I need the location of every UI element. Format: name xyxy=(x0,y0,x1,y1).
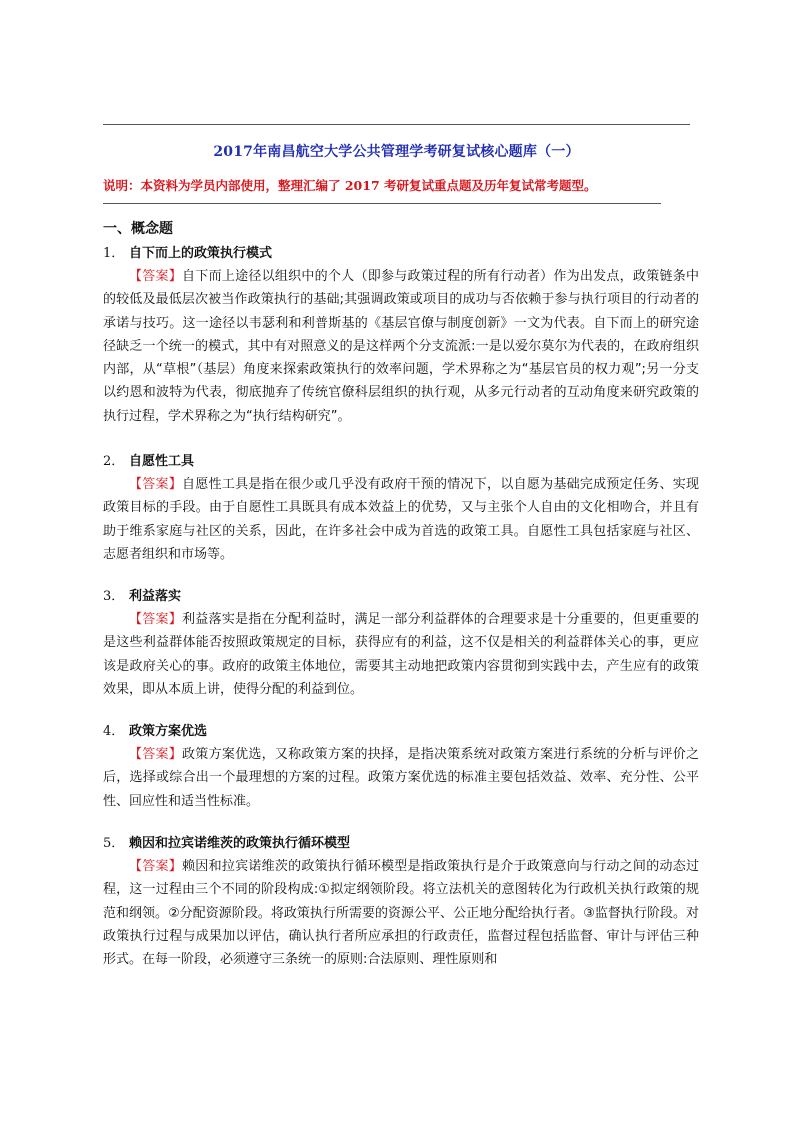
note-divider xyxy=(103,203,661,204)
concept-answer xyxy=(103,855,699,971)
answer-text: 政策方案优选，又称政策方案的抉择，是指决策系统对政策方案进行系统的分析与评价之后，选择或综合出一个最理想的方案的过程。政策方案优选的标准主要包括效益、效率、充分性、公平性、回应性和适当性标准。 xyxy=(103,747,699,809)
concept-item-1 xyxy=(103,242,699,428)
concept-term: 赖因和拉宾诺维茨的政策执行循环模型 xyxy=(129,836,351,851)
concept-number: 1． xyxy=(103,246,125,261)
answer-tag: 【答案】 xyxy=(129,269,183,284)
document-title: 2017年南昌航空大学公共管理学考研复试核心题库（一） xyxy=(213,144,580,160)
section-heading: 一、概念题 xyxy=(103,221,173,237)
usage-note: 说明：本资料为学员内部使用，整理汇编了 2017 考研复试重点题及历年复试常考题型。 xyxy=(103,178,597,193)
concept-number: 4． xyxy=(103,724,125,739)
concept-number: 3． xyxy=(103,589,125,604)
concept-item-3 xyxy=(103,585,699,701)
concept-item-4 xyxy=(103,720,699,813)
concept-term: 自下而上的政策执行模式 xyxy=(129,246,273,261)
concept-answer xyxy=(103,473,699,566)
concept-number: 2． xyxy=(103,454,125,469)
answer-tag: 【答案】 xyxy=(129,477,183,492)
concept-heading xyxy=(103,242,699,262)
concept-term: 政策方案优选 xyxy=(129,724,208,739)
concept-heading xyxy=(103,832,699,852)
top-divider xyxy=(103,124,690,125)
concept-answer xyxy=(103,608,699,701)
answer-text: 赖因和拉宾诺维茨的政策执行循环模型是指政策执行是介于政策意向与行动之间的动态过程，这一过程由三个不同的阶段构成:①拟定纲领阶段。将立法机关的意图转化为行政机关执行政策的规范和纲领。②分配资源阶段。将政策执行所需要的资源公平、公正地分配给执行者。③监督执行阶段。对政策执行过程与成果加以评估，确认执行者所应承担的行政责任，监督过程包括监督、审计与评估三种形式。在每一阶段，必须遵守三条统一的原则:合法原则、理性原则和 xyxy=(103,859,699,968)
answer-tag: 【答案】 xyxy=(129,612,183,627)
concept-item-2 xyxy=(103,450,699,566)
answer-text: 利益落实是指在分配利益时，满足一部分利益群体的合理要求是十分重要的，但更重要的是这些利益群体能否按照政策规定的目标，获得应有的利益，这不仅是相关的利益群体关心的事，更应该是政府关心的事。政府的政策主体地位，需要其主动地把政策内容贯彻到实践中去，产生应有的政策效果，即从本质上讲，使得分配的利益到位。 xyxy=(103,612,699,697)
concept-term: 利益落实 xyxy=(129,589,182,604)
concept-item-5 xyxy=(103,832,699,971)
answer-tag: 【答案】 xyxy=(129,747,183,762)
concept-heading xyxy=(103,585,699,605)
concept-term: 自愿性工具 xyxy=(129,454,195,469)
concept-number: 5． xyxy=(103,836,125,851)
concept-heading xyxy=(103,720,699,740)
answer-text: 自下而上途径以组织中的个人（即参与政策过程的所有行动者）作为出发点，政策链条中的较低及最低层次被当作政策执行的基础;其强调政策或项目的成功与否依赖于参与执行项目的行动者的承诺与技巧。这一途径以韦瑟利和利普斯基的《基层官僚与制度创新》一文为代表。自下而上的研究途径缺乏一个统一的模式，其中有对照意义的是这样两个分支流派:一是以爱尔莫尔为代表的，在政府组织内部，从“草根”（基层）角度来探索政策执行的效率问题，学术界称之为“基层官员的权力观”;另一分支以约恩和波特为代表，彻底抛弃了传统官僚科层组织的执行观，从多元行动者的互动角度来研究政策的执行过程，学术界称之为“执行结构研究”。 xyxy=(103,269,699,424)
answer-tag: 【答案】 xyxy=(129,859,183,874)
concept-answer xyxy=(103,743,699,813)
concept-heading xyxy=(103,450,699,470)
concept-answer xyxy=(103,265,699,428)
answer-text: 自愿性工具是指在很少或几乎没有政府干预的情况下，以自愿为基础完成预定任务、实现政策目标的手段。由于自愿性工具既具有成本效益上的优势，又与主张个人自由的文化相吻合，并且有助于维系家庭与社区的关系，因此，在许多社会中成为首选的政策工具。自愿性工具包括家庭与社区、志愿者组织和市场等。 xyxy=(103,477,699,562)
